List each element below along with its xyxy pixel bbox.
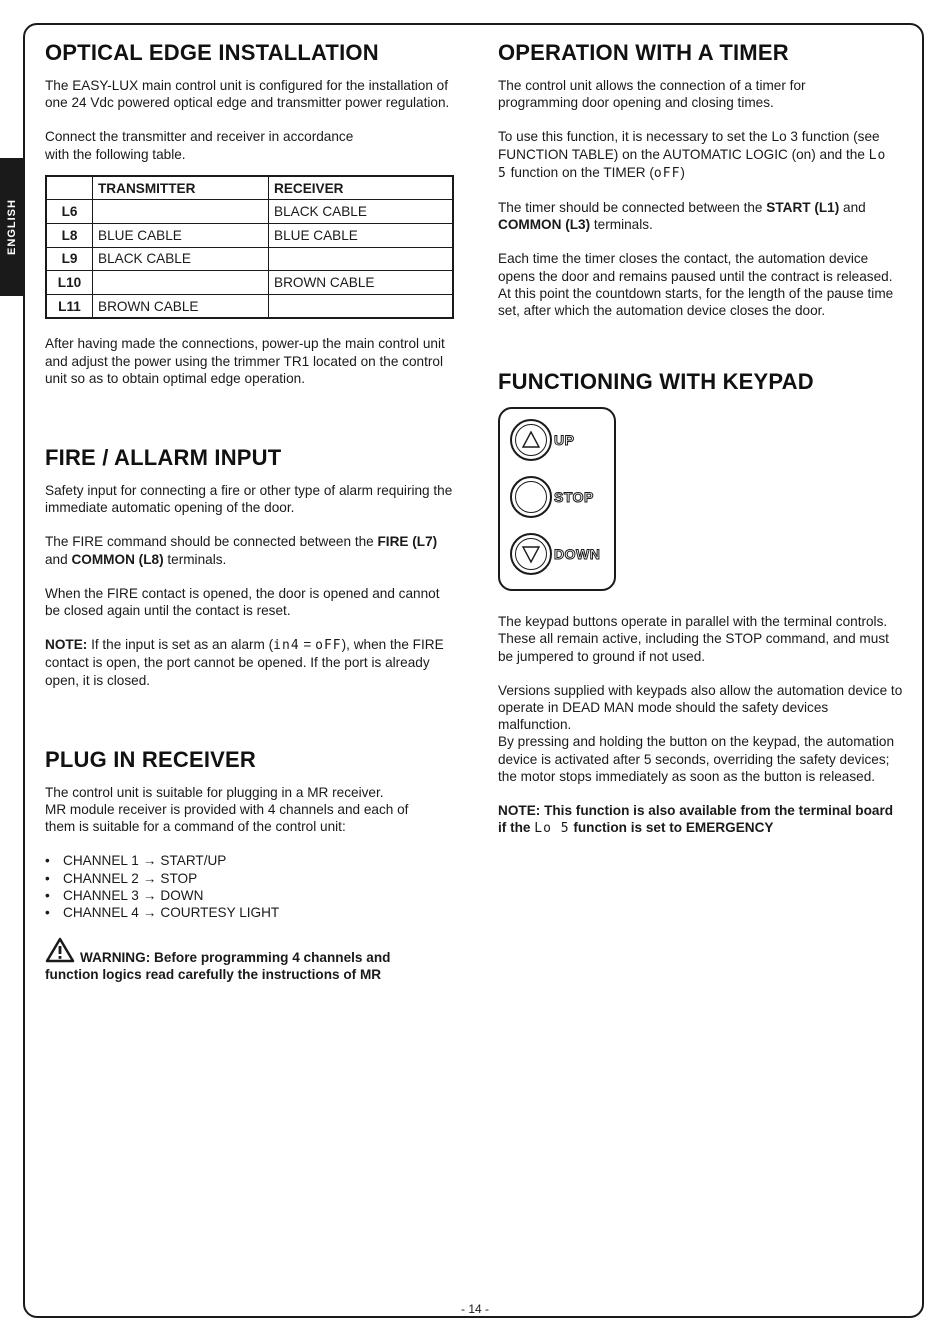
channel-name: CHANNEL 2 [63,870,139,886]
timer-paragraph-3 [498,199,903,233]
arrow-right-icon: → [142,887,157,903]
lcd-code: in4 [273,638,300,654]
warning-icon [45,937,75,963]
table-header-cell [46,176,93,200]
fire-note [45,636,455,689]
optical-edge-title: OPTICAL EDGE INSTALLATION [45,40,379,65]
text-run: If the input is set as an alarm ( [87,637,274,653]
lcd-code: Lo 5 [534,821,570,837]
table-cell-receiver [269,247,454,271]
table-row [46,224,453,248]
keypad-stop-button [510,476,594,518]
table-row [46,247,453,271]
plug-paragraph-2: MR module receiver is provided with 4 channels and each of them is suitable for a command of the control unit: [45,802,409,835]
triangle-down-icon [521,544,541,564]
keypad-down-button [510,533,600,575]
table-cell-receiver [269,294,454,318]
fire-paragraph-2 [45,533,455,567]
optical-paragraph-3: After having made the connections, power-up the main control unit and adjust the power using the trimmer TR1 located on the control unit so as to obtain optimal edge operation. [45,336,445,386]
right-column [498,38,903,837]
text-run: terminals. [163,551,227,567]
text-run: and [839,200,866,216]
optical-paragraph-2: Connect the transmitter and receiver in accordance with the following table. [45,129,354,162]
language-label: ENGLISH [5,199,18,255]
fire-paragraph-1: Safety input for connecting a fire or other type of alarm requiring the immediate automatic opening of the door. [45,482,453,516]
list-item [45,904,455,921]
arrow-right-icon: → [142,870,157,886]
table-row [46,200,453,224]
table-cell-terminal: L11 [46,294,93,318]
keypad-label-stop: STOP [554,489,594,506]
keypad-illustration [498,407,616,591]
channel-name: CHANNEL 3 [63,887,139,903]
text-run: To use this function, it is necessary to set the Lo 3 function (see FUNCTION TABLE) on the AUTOMATIC LOGIC (on) and the [498,129,880,162]
table-cell-receiver: BLACK CABLE [269,200,454,224]
text-run: ), when the FIRE contact is open, the port cannot be opened. If the port is already open, it is closed. [45,637,444,688]
fire-input-title: FIRE / ALLARM INPUT [45,444,282,470]
button-circle [510,419,552,461]
lcd-code: oFF [315,638,342,654]
table-row [46,294,453,318]
keypad-paragraph-2: Versions supplied with keypads also allow the automation device to operate in DEAD MAN mode should the safety devices malfunction. [498,682,903,733]
warning-text: WARNING: Before programming 4 channels and function logics read carefully the instructions of MR [45,950,391,983]
channel-name: CHANNEL 1 [63,853,139,869]
button-circle [510,533,552,575]
left-column [45,38,455,984]
common-terminal: COMMON (L8) [71,551,164,567]
channel-list [45,852,455,921]
button-circle [510,476,552,518]
channel-name: CHANNEL 4 [63,905,139,921]
table-cell-transmitter: BLACK CABLE [93,247,269,271]
timer-paragraph-1: The control unit allows the connection of a timer for programming door opening and closing times. [498,78,806,111]
text-run: The FIRE command should be connected between the [45,534,378,550]
channel-command: DOWN [160,887,204,903]
timer-title: OPERATION WITH A TIMER [498,40,789,65]
fire-paragraph-3: When the FIRE contact is opened, the door is opened and cannot be closed again until the contact is reset. [45,585,440,618]
table-cell-transmitter [93,200,269,224]
timer-paragraph-2 [498,128,903,182]
text-run: NOTE: This function is also available from the terminal board if the [498,803,894,836]
note-label: NOTE: [45,637,88,653]
text-run: function is set to EMERGENCY [569,820,774,836]
fire-terminal: FIRE (L7) [377,534,438,550]
table-cell-transmitter [93,271,269,295]
plug-receiver-title: PLUG IN RECEIVER [45,746,257,772]
table-row [46,271,453,295]
lcd-code: Lo 5 [498,147,887,181]
keypad-paragraph-3: By pressing and holding the button on the keypad, the automation device is activated after 5 seconds, overriding the safety devices; the motor stops immediately as soon as the button is released. [498,734,895,784]
start-terminal: START (L1) [766,200,840,216]
list-item [45,870,455,887]
triangle-up-icon [521,430,541,450]
text-run: ) [680,164,685,180]
table-cell-terminal: L8 [46,224,93,248]
table-cell-receiver: BLUE CABLE [269,224,454,248]
timer-paragraph-4: Each time the timer closes the contact, the automation device opens the door and remains paused until the contract is released. At this point the countdown starts, for the length of the pause time set, after which the automation device closes the door. [498,251,894,319]
keypad-label-down: DOWN [554,546,601,563]
list-item [45,887,455,904]
common-terminal: COMMON (L3) [498,217,591,233]
table-header-cell: RECEIVER [269,176,454,200]
text-run: terminals. [590,217,653,233]
connection-table [45,175,454,320]
text-run: = [299,637,316,653]
plug-paragraph-1: The control unit is suitable for plugging in a MR receiver. [45,784,384,800]
page-number: - 14 - [460,1302,489,1316]
channel-command: START/UP [160,853,227,869]
text-run: The timer should be connected between the [498,200,767,216]
channel-command: COURTESY LIGHT [160,905,280,921]
text-run: function on the TIMER ( [506,164,654,180]
list-item [45,852,455,869]
optical-paragraph-1: The EASY-LUX main control unit is configured for the installation of one 24 Vdc powered optical edge and transmitter power regulation. [45,78,450,111]
language-tab [0,158,23,296]
table-cell-transmitter: BLUE CABLE [93,224,269,248]
keypad-title: FUNCTIONING WITH KEYPAD [498,369,814,395]
table-cell-receiver: BROWN CABLE [269,271,454,295]
keypad-paragraph-1: The keypad buttons operate in parallel with the terminal controls. These all remain active, including the STOP command, and must be jumpered to ground if not used. [498,614,889,664]
table-cell-terminal: L10 [46,271,93,295]
table-cell-terminal: L9 [46,247,93,271]
table-cell-transmitter: BROWN CABLE [93,294,269,318]
table-header-cell: TRANSMITTER [93,176,269,200]
channel-command: STOP [160,870,198,886]
table-cell-terminal: L6 [46,200,93,224]
text-run: and [45,551,72,567]
arrow-right-icon: → [142,905,157,921]
table-header-row [46,176,453,200]
lcd-code: oFF [653,165,681,181]
arrow-right-icon: → [142,853,157,869]
keypad-label-up: UP [554,432,575,449]
warning-block [45,949,455,983]
keypad-up-button [510,419,574,461]
keypad-note [498,802,903,837]
